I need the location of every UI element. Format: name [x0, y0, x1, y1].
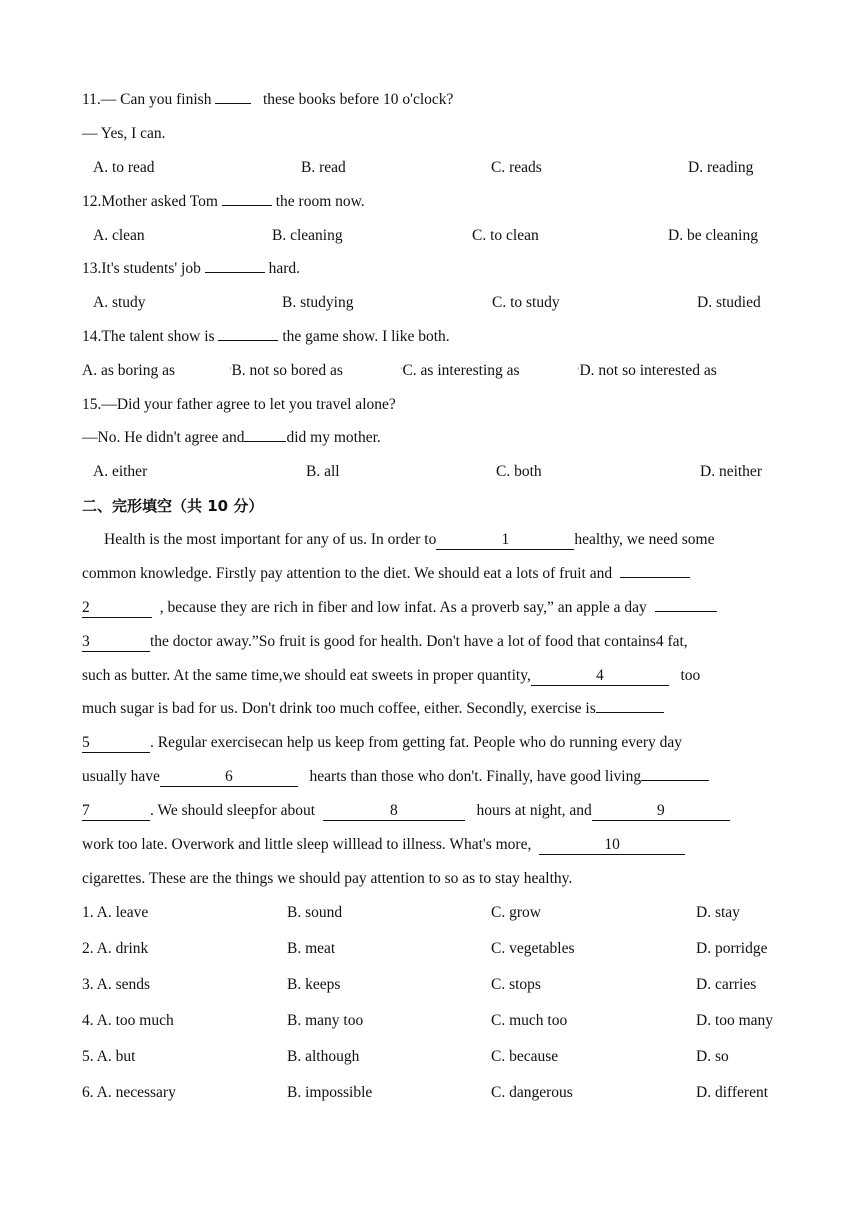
cloze-option-d: D. too many	[696, 1012, 774, 1029]
cloze-option-c: C. dangerous	[491, 1084, 573, 1101]
cloze-blank-start	[641, 780, 709, 781]
cloze-option-b: B. although	[287, 1048, 360, 1065]
cloze-option-c: C. stops	[491, 976, 541, 993]
cloze-option-a: 3. A. sends	[82, 976, 151, 993]
option-a: A. to read	[93, 159, 155, 176]
question-12-stem: 12.Mother asked Tom the room now.	[82, 193, 365, 210]
option-c: C. reads	[491, 159, 542, 176]
cloze-option-b: B. sound	[287, 904, 343, 921]
passage-line: usually have 6 hearts than those who don't. Finally, have good living	[82, 767, 709, 787]
cloze-option-b: B. keeps	[287, 976, 341, 993]
option-d: 'D. not so interested as	[578, 362, 717, 379]
cloze-blank: 9	[592, 802, 730, 821]
passage-line: 3 the doctor away.”So fruit is good for health. Don't have a lot of food that contains4 fat,	[82, 633, 688, 650]
question-14-stem: 14.The talent show is the game show. I like both.	[82, 328, 450, 345]
section-heading: 二、完形填空（共 10 分）	[82, 497, 264, 515]
cloze-option-b: B. many too	[287, 1012, 364, 1029]
passage-line: 5 . Regular exercisecan help us keep from getting fat. People who do running every day	[82, 734, 682, 751]
cloze-option-a: 6. A. necessary	[82, 1084, 176, 1101]
cloze-blank: 8	[323, 802, 465, 821]
passage-line: cigarettes. These are the things we should pay attention to so as to stay healthy.	[82, 870, 573, 887]
cloze-option-c: C. because	[491, 1048, 559, 1065]
passage-line: common knowledge. Firstly pay attention to the diet. We should eat a lots of fruit and	[82, 564, 690, 584]
cloze-blank: 1	[436, 531, 574, 550]
answer-blank	[205, 272, 265, 273]
cloze-option-a: 5. A. but	[82, 1048, 136, 1065]
option-d: D. reading	[688, 159, 754, 176]
option-a: A. as boring as	[82, 362, 175, 379]
option-a: A. either	[93, 463, 148, 480]
cloze-blank: 3	[82, 633, 150, 652]
cloze-option-a: 4. A. too much	[82, 1012, 174, 1029]
passage-line: much sugar is bad for us. Don't drink too much coffee, either. Secondly, exercise is	[82, 699, 664, 719]
cloze-blank-start	[596, 712, 664, 713]
passage-line: 2 , because they are rich in fiber and low infat. As a proverb say,” an apple a day	[82, 598, 717, 618]
option-c: C. both	[496, 463, 542, 480]
answer-blank	[218, 340, 278, 341]
option-b: B. all	[306, 463, 340, 480]
answer-blank	[222, 205, 272, 206]
option-c: C. to clean	[472, 227, 539, 244]
cloze-option-d: D. different	[696, 1084, 769, 1101]
cloze-option-a: 2. A. drink	[82, 940, 149, 957]
cloze-blank: 6	[160, 768, 298, 787]
cloze-blank: 4	[531, 667, 669, 686]
question-13-stem: 13.It's students' job hard.	[82, 260, 300, 277]
cloze-option-b: B. meat	[287, 940, 336, 957]
option-a: A. clean	[93, 227, 145, 244]
cloze-blank: 10	[539, 836, 685, 855]
cloze-blank-start	[655, 611, 717, 612]
option-b: 'B. not so bored as	[230, 362, 343, 379]
option-c: C. to study	[492, 294, 560, 311]
cloze-option-c: C. vegetables	[491, 940, 575, 957]
cloze-option-c: C. grow	[491, 904, 541, 921]
option-b: B. studying	[282, 294, 354, 311]
answer-blank	[244, 441, 286, 442]
option-d: D. studied	[697, 294, 761, 311]
cloze-blank-start	[620, 577, 690, 578]
cloze-option-c: C. much too	[491, 1012, 568, 1029]
option-b: B. read	[301, 159, 346, 176]
cloze-option-a: 1. A. leave	[82, 904, 149, 921]
passage-line: such as butter. At the same time,we should eat sweets in proper quantity, 4 too	[82, 667, 701, 684]
passage-line: work too late. Overwork and little sleep willlead to illness. What's more, 10	[82, 835, 685, 855]
option-d: D. be cleaning	[668, 227, 758, 244]
passage-line: Health is the most important for any of us. In order to 1 healthy, we need some	[104, 531, 715, 548]
cloze-blank: 5	[82, 734, 150, 753]
option-b: B. cleaning	[272, 227, 343, 244]
cloze-option-d: D. carries	[696, 976, 757, 993]
passage-line: 7 . We should sleepfor about 8 hours at night, and 9	[82, 801, 730, 821]
question-15-stem: 15.—Did your father agree to let you travel alone?	[82, 396, 396, 413]
cloze-blank: 7	[82, 802, 150, 821]
option-c: 'C. as interesting as	[401, 362, 520, 379]
option-d: D. neither	[700, 463, 762, 480]
cloze-option-d: D. stay	[696, 904, 740, 921]
cloze-option-d: D. porridge	[696, 940, 768, 957]
option-a: A. study	[93, 294, 146, 311]
answer-blank	[215, 103, 251, 104]
question-15-reply: —No. He didn't agree and did my mother.	[82, 429, 381, 446]
cloze-blank: 2	[82, 599, 152, 618]
cloze-option-d: D. so	[696, 1048, 729, 1065]
question-11-reply: — Yes, I can.	[82, 125, 166, 142]
cloze-option-b: B. impossible	[287, 1084, 373, 1101]
question-11-stem: 11.— Can you finish these books before 10 o'clock?	[82, 91, 454, 108]
